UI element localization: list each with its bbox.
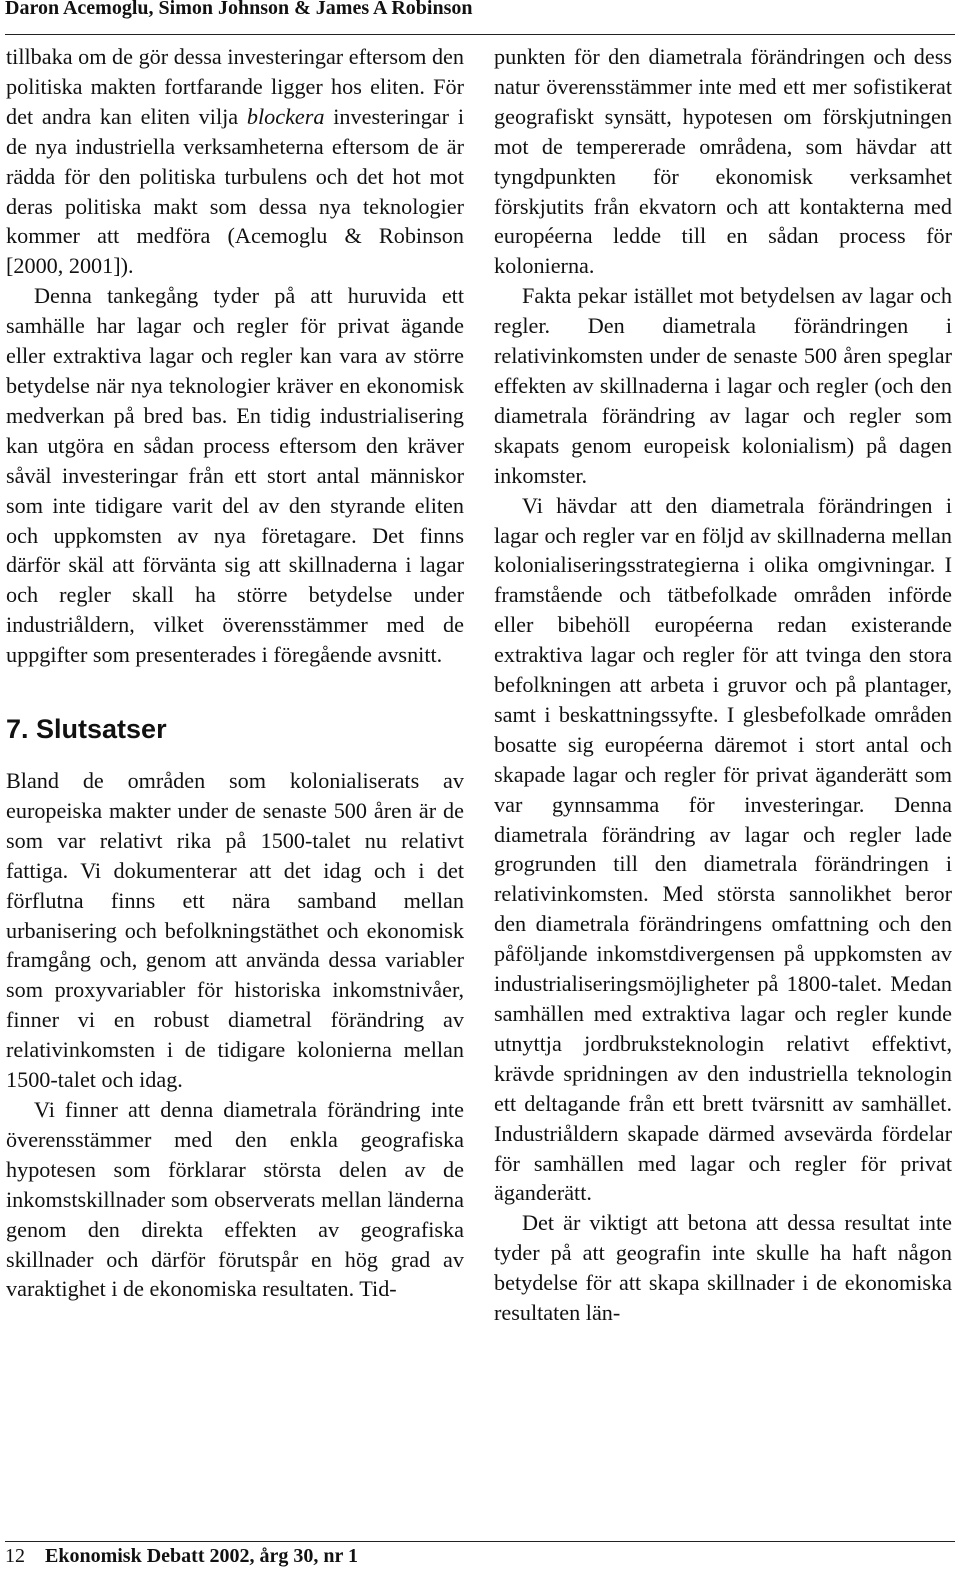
right-column — [494, 42, 952, 1328]
paragraph: Fakta pekar istället mot betydelsen av lagar och regler. Den diametrala förändringen i relativinkomsten under de senaste 500 åren speglar effekten av skillnaderna i lagar och regler (och den diametrala förändring av lagar och regler som skapats genom europeisk kolonialism) på dagen inkomster. — [494, 283, 952, 488]
running-head-text: Daron Acemoglu, Simon Johnson & James A Robinson — [5, 0, 473, 19]
left-column — [6, 42, 464, 1304]
paragraph — [6, 42, 464, 281]
paragraph: punkten för den diametrala förändringen och dess natur överensstämmer inte med ett mer sofistikerat geografiskt synsätt, hypotesen om förskjutningen mot de tempererade områdena, som hävdar att tyngdpunkten för ekonomisk verksamhet förskjutits från ekvatorn och att kontakterna med européerna ledde till en sådan process för kolonierna. — [494, 44, 952, 279]
text-run: investeringar i de nya industriella verksamheterna eftersom de är rädda för den politiska turbulens och det hot mot deras politiska makt som dessa nya teknologier kommer att medföra (Acemoglu & Robinson [2000, 2001]). — [6, 103, 464, 279]
journal-citation: Ekonomisk Debatt 2002, årg 30, nr 1 — [45, 1545, 358, 1567]
paragraph: Vi finner att denna diametrala förändring inte överensstämmer med den enkla geografiska hypotesen som förklarar största delen av de inkomstskillnader som observerats mellan länderna genom den direkta effekten av geografiska skillnader och därför förutspår en hög grad av varaktighet i de ekonomiska resultaten. Tid- — [6, 1097, 464, 1302]
section-heading: 7. Slutsatser — [6, 714, 167, 745]
paragraph: Bland de områden som kolonialiserats av europeiska makter under de senaste 500 åren är de som var relativt rika på 1500-talet nu relativt fattiga. Vi dokumenterar att det idag och i det förflutna finns ett nära samband mellan urbanisering och befolkningstäthet och ekonomisk framgång och, genom att använda dessa variabler som proxyvariabler för historiska inkomstnivåer, finner vi en robust diametral förändring av relativinkomsten i de tidigare kolonierna mellan 1500-talet och idag. — [6, 768, 464, 1093]
paragraph: Det är viktigt att betona att dessa resultat inte tyder på att geografin inte skulle ha haft någon betydelse för att skapa skillnader i de ekonomiska resultaten län- — [494, 1210, 952, 1326]
running-header — [5, 0, 955, 35]
page-footer — [5, 1541, 955, 1567]
paragraph: Vi hävdar att den diametrala förändringen i lagar och regler var en följd av skillnaderna mellan kolonialiseringsstrategierna i olika omgivningar. I framstående och tätbefolkade områden införde eller bibehöll européerna redan existerande extraktiva lagar och regler för att tvinga den stora befolkningen att arbeta i gruvor och på plantager, samt i beskattningssyfte. I glesbefolkade områden bosatte sig européerna däremot i stort antal och skapade lagar och regler för privat äganderätt som var gynnsamma för investeringar. Denna diametrala förändring av lagar och regler lade grogrunden till den diametrala förändringen i relativinkomsten. Med största sannolikhet beror den diametrala förändringens omfattning och den påföljande inkomstdivergensen på uppkomsten av industrialiseringsmöjligheter på 1800-talet. Medan samhällen med extraktiva lagar och regler kunde utnyttja jordbruksteknologin relativt effektivt, krävde spridningen av den industriella teknologin ett deltagande från ett brett tvärsnitt av samhället. Industriåldern skapade därmed avsevärda fördelar för samhällen med lagar och regler för privat äganderätt. — [494, 492, 952, 1206]
text-run: tillbaka om de gör dessa investeringar eftersom den politiska makten fortfarande ligger hos eliten. För det andra kan eliten vilja — [6, 44, 464, 129]
page-number: 12 — [5, 1545, 25, 1567]
emphasis-text: blockera — [246, 103, 325, 129]
paragraph: Denna tankegång tyder på att huruvida ett samhälle har lagar och regler för privat ägande eller extraktiva lagar och regler kan vara av större betydelse när nya teknologier kräver en ekonomisk medverkan på bred bas. En tidig industrialisering kan utgöra en sådan process eftersom den kräver såväl investeringar från ett stort antal människor som inte tidigare varit del av den styrande eliten och uppkomsten av nya företagare. Det finns därför skäl att förvänta sig att skillnaderna i lagar och regler skall ha större betydelse under industriåldern, vilket överensstämmer med de uppgifter som presenterades i föregående avsnitt. — [6, 283, 464, 668]
